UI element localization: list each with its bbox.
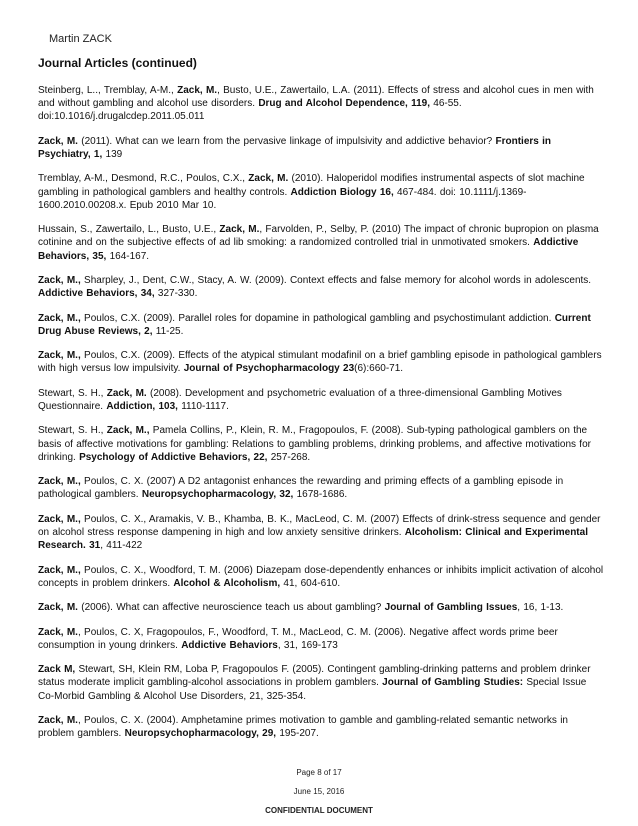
reference-bold-segment: Addictive Behaviors, 34, bbox=[38, 288, 155, 300]
reference-entry bbox=[38, 135, 604, 161]
reference-bold-segment: Zack, M., bbox=[38, 350, 81, 362]
reference-text-segment: 46-55. doi:10.1016/j.drugalcdep.2011.05.011 bbox=[38, 98, 462, 123]
reference-bold-segment: Zack M, bbox=[38, 664, 76, 676]
reference-text-segment: Poulos, C. X., Aramakis, V. B., Khamba, B. K., MacLeod, C. M. (2007) Effects of drink-stress sequence and gender on alcohol stress response dampening in high and low anxiety sensitive drinkers. bbox=[38, 513, 601, 538]
reference-text-segment: Sharpley, J., Dent, C.W., Stacy, A. W. (2009). Context effects and false memory for alcohol words in adolescents. bbox=[80, 274, 592, 286]
reference-entry bbox=[38, 626, 604, 652]
reference-entry bbox=[38, 274, 604, 300]
section-title: Journal Articles (continued) bbox=[38, 56, 197, 70]
reference-bold-segment: Alcohol & Alcoholism, bbox=[173, 577, 281, 589]
reference-text-segment: Hussain, S., Zawertailo, L., Busto, U.E., bbox=[38, 224, 220, 236]
reference-bold-segment: Zack, M., bbox=[106, 425, 150, 437]
reference-text-segment: 1110-1117. bbox=[177, 400, 229, 412]
reference-entry bbox=[38, 84, 604, 124]
reference-bold-segment: Zack, M. bbox=[248, 173, 289, 185]
reference-text-segment: Poulos, C. X., Woodford, T. M. (2006) Diazepam dose-dependently enhances or inhibits implicit activation of alcohol concepts in problem drinkers. bbox=[38, 564, 604, 589]
reference-bold-segment: Current Drug Abuse Reviews, 2, bbox=[38, 312, 591, 337]
reference-text-segment: Special Issue Co-Morbid Gambling & Alcohol Use Disorders, 21, 325-354. bbox=[38, 677, 587, 702]
reference-entry bbox=[38, 172, 604, 212]
reference-text-segment: , 31, 169-173 bbox=[277, 639, 338, 651]
reference-text-segment: , Farvolden, P., Selby, P. (2010) The impact of chronic bupropion on plasma cotinine and on the subjective effects of ad lib smoking: a randomized controlled trial in unmotivated smokers. bbox=[38, 224, 599, 249]
reference-entry bbox=[38, 387, 604, 413]
reference-text-segment: 164-167. bbox=[106, 250, 150, 262]
footer-page-number: Page 8 of 17 bbox=[296, 768, 342, 777]
reference-text-segment: Pamela Collins, P., Klein, R. M., Fragopoulos, F. (2008). Sub-typing pathological gamblers on the basis of affective motivations for gambling: Relations to gambling problems, drinking problems, and affective motivations for drinking. bbox=[38, 425, 591, 463]
reference-entry bbox=[38, 223, 604, 263]
reference-bold-segment: Neuropsychopharmacology, 32, bbox=[141, 489, 294, 501]
reference-bold-segment: Zack, M., bbox=[38, 513, 81, 525]
reference-bold-segment: Journal of Psychopharmacology 23 bbox=[183, 363, 355, 375]
reference-text-segment: 41, 604-610. bbox=[280, 577, 341, 589]
reference-bold-segment: Zack, M. bbox=[38, 602, 78, 614]
reference-bold-segment: Zack, M. bbox=[38, 626, 78, 638]
reference-text-segment: , Busto, U.E., Zawertailo, L.A. (2011). Effects of stress and alcohol cues in men with and without gambling and alcohol use disorders. bbox=[38, 85, 594, 110]
reference-entry bbox=[38, 312, 604, 338]
reference-text-segment: 467-484. doi: 10.1111/j.1369-1600.2010.00208.x. Epub 2010 Mar 10. bbox=[38, 186, 527, 211]
reference-bold-segment: Addiction Biology 16, bbox=[290, 186, 394, 198]
reference-bold-segment: Frontiers in Psychiatry, 1, bbox=[38, 135, 552, 160]
reference-text-segment: , Poulos, C. X. (2004). Amphetamine primes motivation to gamble and gambling-related semantic networks in problem gamblers. bbox=[38, 714, 568, 740]
reference-entry bbox=[38, 714, 604, 740]
reference-text-segment: (2006). What can affective neuroscience teach us about gambling? bbox=[77, 602, 385, 614]
reference-text-segment: 1678-1686. bbox=[293, 489, 348, 501]
reference-bold-segment: Zack, M. bbox=[219, 224, 260, 236]
reference-bold-segment: Zack, M., bbox=[38, 564, 81, 576]
reference-entry bbox=[38, 663, 604, 703]
reference-entry bbox=[38, 601, 604, 614]
reference-entry bbox=[38, 513, 604, 553]
reference-bold-segment: Zack, M. bbox=[177, 85, 218, 96]
reference-text-segment: , Poulos, C. X, Fragopoulos, F., Woodford, T. M., MacLeod, C. M. (2006). Negative affect words prime beer consumption in young drinkers. bbox=[38, 626, 558, 651]
reference-bold-segment: Addictive Behaviors bbox=[181, 639, 278, 651]
reference-entry bbox=[38, 564, 604, 590]
reference-bold-segment: Journal of Gambling Studies: bbox=[382, 677, 524, 689]
footer-date: June 15, 2016 bbox=[293, 787, 345, 796]
header-author-name: Martin ZACK bbox=[49, 33, 112, 45]
reference-text-segment: 195-207. bbox=[276, 728, 319, 740]
reference-bold-segment: Zack, M. bbox=[38, 714, 78, 726]
reference-text-segment: (2010). Haloperidol modifies instrumental aspects of slot machine gambling in pathological gamblers and healthy controls. bbox=[38, 173, 585, 198]
reference-text-segment: Tremblay, A-M., Desmond, R.C., Poulos, C.X., bbox=[38, 173, 249, 185]
footer-confidential-label: CONFIDENTIAL DOCUMENT bbox=[265, 806, 373, 815]
reference-text-segment: Poulos, C.X. (2009). Parallel roles for dopamine in pathological gambling and psychostimulant addiction. bbox=[80, 312, 555, 324]
reference-bold-segment: Zack, M. bbox=[38, 135, 78, 147]
reference-bold-segment: Zack, M., bbox=[38, 312, 81, 324]
reference-text-segment: Steinberg, L.., Tremblay, A-M., bbox=[38, 85, 178, 96]
reference-text-segment: (2011). What can we learn from the pervasive linkage of impulsivity and addictive behavior? bbox=[77, 135, 496, 147]
reference-bold-segment: Zack, M. bbox=[106, 387, 147, 399]
reference-text-segment: Poulos, C.X. (2009). Effects of the atypical stimulant modafinil on a brief gambling episode in pathological gamblers with high versus low impulsivity. bbox=[38, 350, 602, 375]
reference-bold-segment: Zack, M., bbox=[38, 274, 81, 286]
reference-bold-segment: Addictive Behaviors, 35, bbox=[38, 237, 579, 262]
reference-entry bbox=[38, 349, 604, 375]
reference-entry bbox=[38, 475, 604, 501]
reference-text-segment: 11-25. bbox=[152, 325, 184, 337]
reference-bold-segment: Journal of Gambling Issues bbox=[384, 602, 518, 614]
reference-text-segment: (6):660-71. bbox=[354, 363, 404, 375]
reference-text-segment: Stewart, S. H., bbox=[38, 387, 107, 399]
reference-text-segment: Poulos, C. X. (2007) A D2 antagonist enhances the rewarding and priming effects of a gambling episode in pathological gamblers. bbox=[38, 476, 564, 501]
reference-list bbox=[38, 84, 604, 752]
reference-text-segment: Stewart, S. H., bbox=[38, 425, 107, 437]
reference-text-segment: Stewart, SH, Klein RM, Loba P, Fragopoulos F. (2005). Contingent gambling-drinking patterns and problem drinker status moderate implicit gambling-alcohol associations in problem gamblers. bbox=[38, 664, 591, 689]
reference-text-segment: 327-330. bbox=[154, 288, 198, 300]
reference-bold-segment: Psychology of Addictive Behaviors, 22, bbox=[79, 451, 268, 463]
reference-text-segment: 257-268. bbox=[267, 451, 311, 463]
reference-bold-segment: Zack, M., bbox=[38, 476, 81, 488]
reference-bold-segment: Alcoholism: Clinical and Experimental Research. 31 bbox=[38, 526, 588, 552]
reference-text-segment: (2008). Development and psychometric evaluation of a three-dimensional Gambling Motives Questionnaire. bbox=[38, 387, 562, 412]
reference-text-segment: , 411-422 bbox=[100, 540, 143, 552]
reference-text-segment: , 16, 1-13. bbox=[517, 602, 564, 614]
reference-entry bbox=[38, 424, 604, 464]
reference-bold-segment: Addiction, 103, bbox=[106, 400, 178, 412]
reference-bold-segment: Drug and Alcohol Dependence, 119, bbox=[258, 98, 430, 110]
reference-text-segment: 139 bbox=[102, 149, 123, 160]
reference-bold-segment: Neuropsychopharmacology, 29, bbox=[124, 728, 277, 740]
